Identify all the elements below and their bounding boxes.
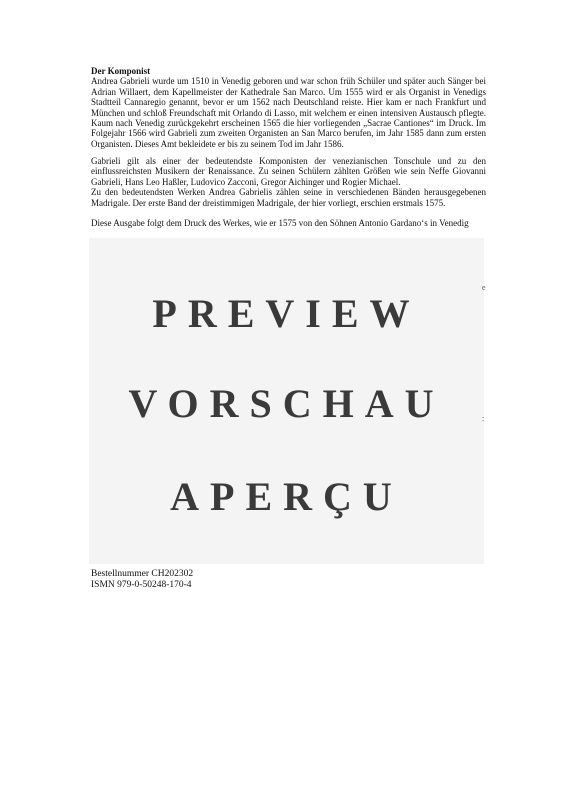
influence-section <box>91 156 486 208</box>
order-number: Bestellnummer CH202302 <box>91 569 194 579</box>
cropped-text-fragment: : <box>482 414 485 423</box>
cropped-text-fragment: e <box>482 283 486 292</box>
watermark-apercu: APERÇU <box>170 474 403 519</box>
order-info <box>91 569 193 591</box>
paragraph-edition: Diese Ausgabe folgt dem Druck des Werkes, wie er 1575 von den Söhnen Antonio Gardano‘s in Venedig <box>91 218 469 228</box>
paragraph-works: Zu den bedeutendsten Werken Andrea Gabrielis zählen seine in verschiedenen Bänden herausgegebenen Madrigale. Der erste Band der dreistimmigen Madrigale, der hier vorliegt, erschien erstmals 1575. <box>91 187 486 208</box>
edition-section <box>91 218 486 228</box>
section-heading: Der Komponist <box>91 66 151 76</box>
paragraph-influence: Gabrieli gilt als einer der bedeutendste Komponisten der venezianischen Tonschule und zu den einflussreichsten Musikern der Renaissance. Zu seinen Schülern zählten Größen wie sein Neffe Giovanni Gabrieli, Hans Leo Haßler, Ludovico Zacconi, Gregor Aichinger und Rogier Michael. <box>91 156 486 187</box>
ismn-number: ISMN 979-0-50248-170-4 <box>91 580 192 590</box>
watermark-vorschau: VORSCHAU <box>128 381 445 426</box>
watermark-preview: PREVIEW <box>152 291 421 336</box>
preview-watermark-overlay <box>89 238 484 564</box>
composer-section <box>91 66 486 149</box>
paragraph-biography: Andrea Gabrieli wurde um 1510 in Venedig geboren und war schon früh Schüler und später auch Sänger bei Adrian Willaert, dem Kapellmeister der Kathedrale San Marco. Um 1555 wird er als Organist in Venedigs Stadtteil Cannaregio genannt, bevor er um 1562 nach Deutschland reiste. Hier kam er nach Frankfurt und München und schloß Freundschaft mit Orlando di Lasso, mit welchem er einen intensiven Austausch pflegte. Kaum nach Venedig zurückgekehrt erscheinen 1565 die hier vorliegenden „Sacrae Cantiones“ im Druck. Im Folgejahr 1566 wird Gabrieli zum zweiten Organisten an San Marco berufen, im Jahr 1585 dann zum ersten Organisten. Dieses Amt bekleidete er bis zu seinem Tod im Jahr 1586. <box>91 76 486 149</box>
